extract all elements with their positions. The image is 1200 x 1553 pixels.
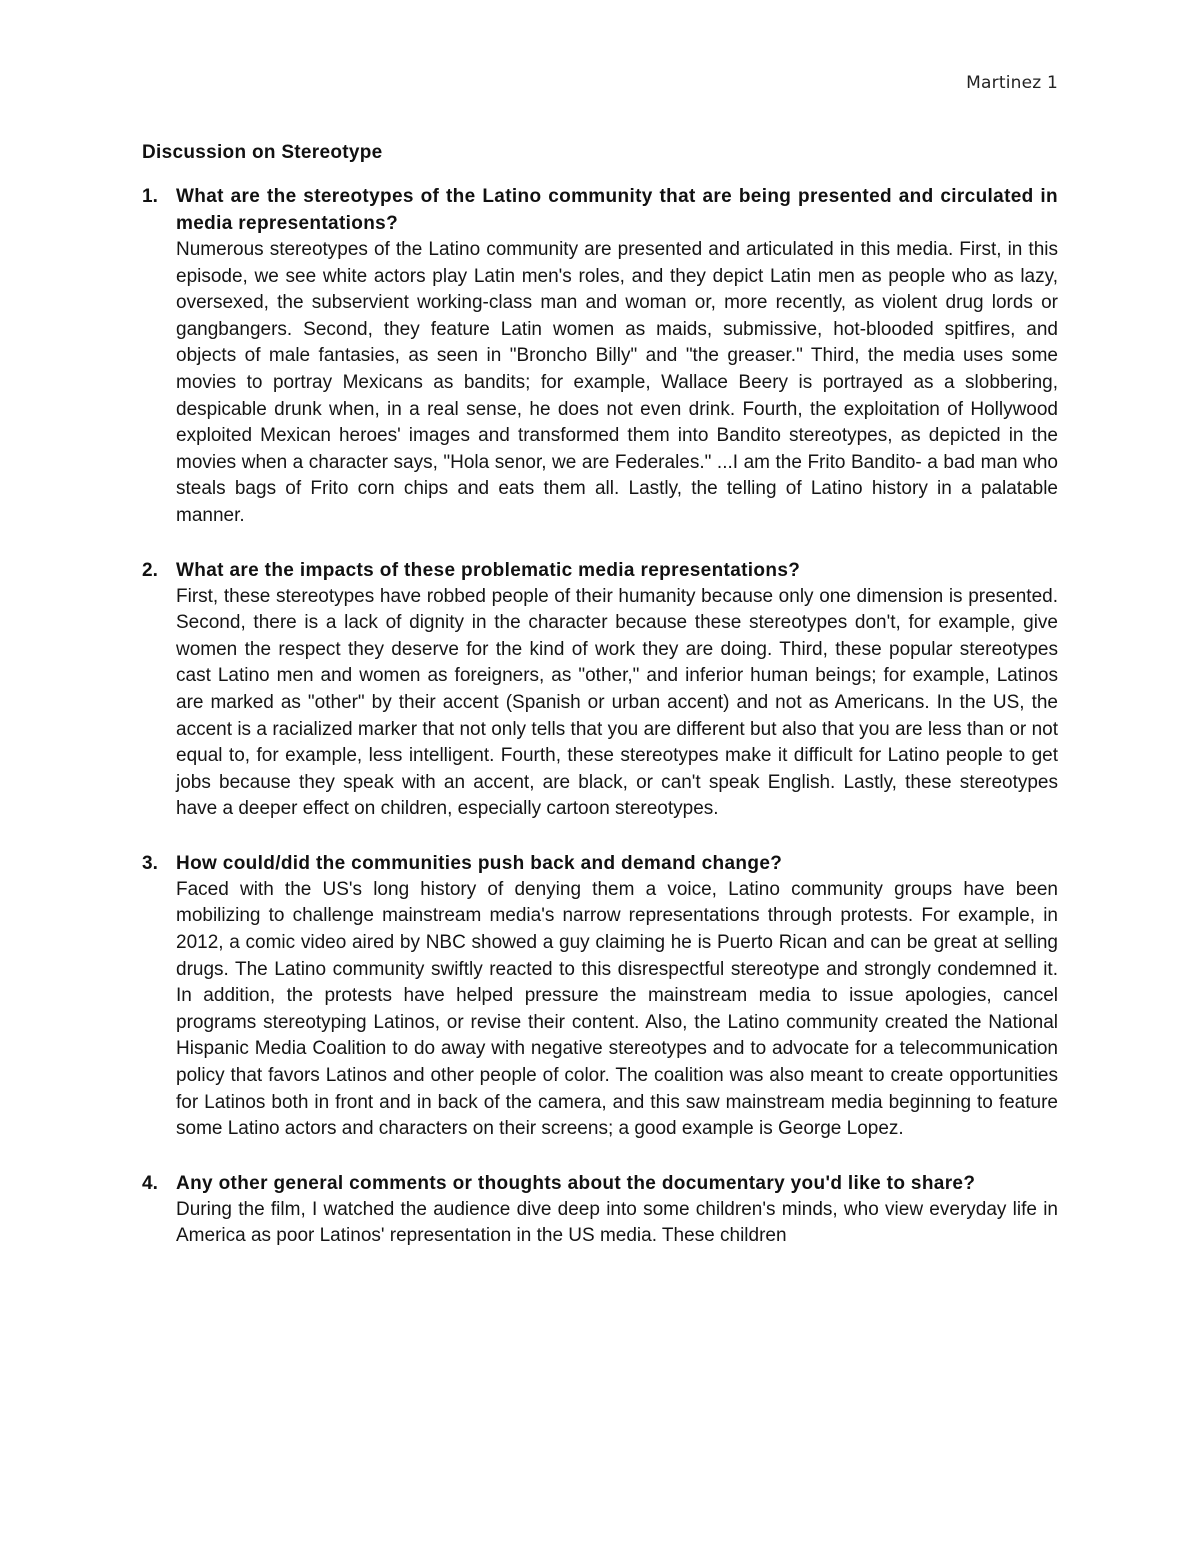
question-item-2 <box>142 557 1058 823</box>
question-item-1 <box>142 183 1058 530</box>
question-list <box>142 183 1058 1277</box>
question-text: Any other general comments or thoughts about the documentary you'd like to share? <box>176 1172 976 1194</box>
question-item-4 <box>142 1170 1058 1250</box>
question-number: 3. <box>142 852 158 874</box>
question-text: What are the stereotypes of the Latino community that are being presented and circulated in media representations? <box>176 186 1058 234</box>
answer-text: During the film, I watched the audience dive deep into some children's minds, who view everyday life in America as poor Latinos' representation in the US media. These children <box>176 1198 1058 1247</box>
question-number: 1. <box>142 186 158 207</box>
question-number: 2. <box>142 559 158 581</box>
document-title: Discussion on Stereotype <box>142 142 383 163</box>
answer-text: Faced with the US's long history of denying them a voice, Latino community groups have been mobilizing to challenge mainstream media's narrow representations through protests. For example, in 2012, a comic video aired by NBC showed a guy claiming he is Puerto Rican and can be great at selling drugs. The Latino community swiftly reacted to this disrespectful stereotype and strongly condemned it. In addition, the protests have helped pressure the mainstream media to issue apologies, cancel programs stereotyping Latinos, or revise their content. Also, the Latino community created the National Hispanic Media Coalition to do away with negative stereotypes and to advocate for a telecommunication policy that favors Latinos and other people of color. The coalition was also meant to create opportunities for Latinos both in front and in back of the camera, and this saw mainstream media beginning to feature some Latino actors and characters on their screens; a good example is George Lopez. <box>176 878 1058 1140</box>
question-item-3 <box>142 850 1058 1143</box>
answer-text: Numerous stereotypes of the Latino community are presented and articulated in this media. First, in this episode, we see white actors play Latin men's roles, and they depict Latin men as people who as lazy, oversexed, the subservient working-class man and woman or, more recently, as violent drug lords or gangbangers. Second, they feature Latin women as maids, submissive, hot-blooded spitfires, and objects of male fantasies, as seen in "Broncho Billy" and "the greaser." Third, the media uses some movies to portray Mexicans as bandits; for example, Wallace Beery is portrayed as a slobbering, despicable drunk when, in a real sense, he does not even drink. Fourth, the exploitation of Hollywood exploited Mexican heroes' images and transformed them into Bandito stereotypes, as depicted in the movies when a character says, "Hola senor, we are Federales." ...I am the Frito Bandito- a bad man who steals bags of Frito corn chips and eats them all. Lastly, the telling of Latino history in a palatable manner. <box>176 239 1058 526</box>
question-number: 4. <box>142 1172 158 1194</box>
page-header: Martinez 1 <box>966 73 1058 93</box>
answer-text: First, these stereotypes have robbed people of their humanity because only one dimension is presented. Second, there is a lack of dignity in the character because these stereotypes don't, for example, give women the respect they deserve for the kind of work they are doing. Third, these popular stereotypes cast Latino men and women as foreigners, as "other," and inferior human beings; for example, Latinos are marked as "other" by their accent (Spanish or urban accent) and not as Americans. In the US, the accent is a racialized marker that not only tells that you are different but also that you are less than or not equal to, for example, less intelligent. Fourth, these stereotypes make it difficult for Latino people to get jobs because they speak with an accent, are black, or can't speak English. Lastly, these stereotypes have a deeper effect on children, especially cartoon stereotypes. <box>176 585 1058 820</box>
question-text: What are the impacts of these problematic media representations? <box>176 559 801 581</box>
question-text: How could/did the communities push back and demand change? <box>176 852 783 874</box>
